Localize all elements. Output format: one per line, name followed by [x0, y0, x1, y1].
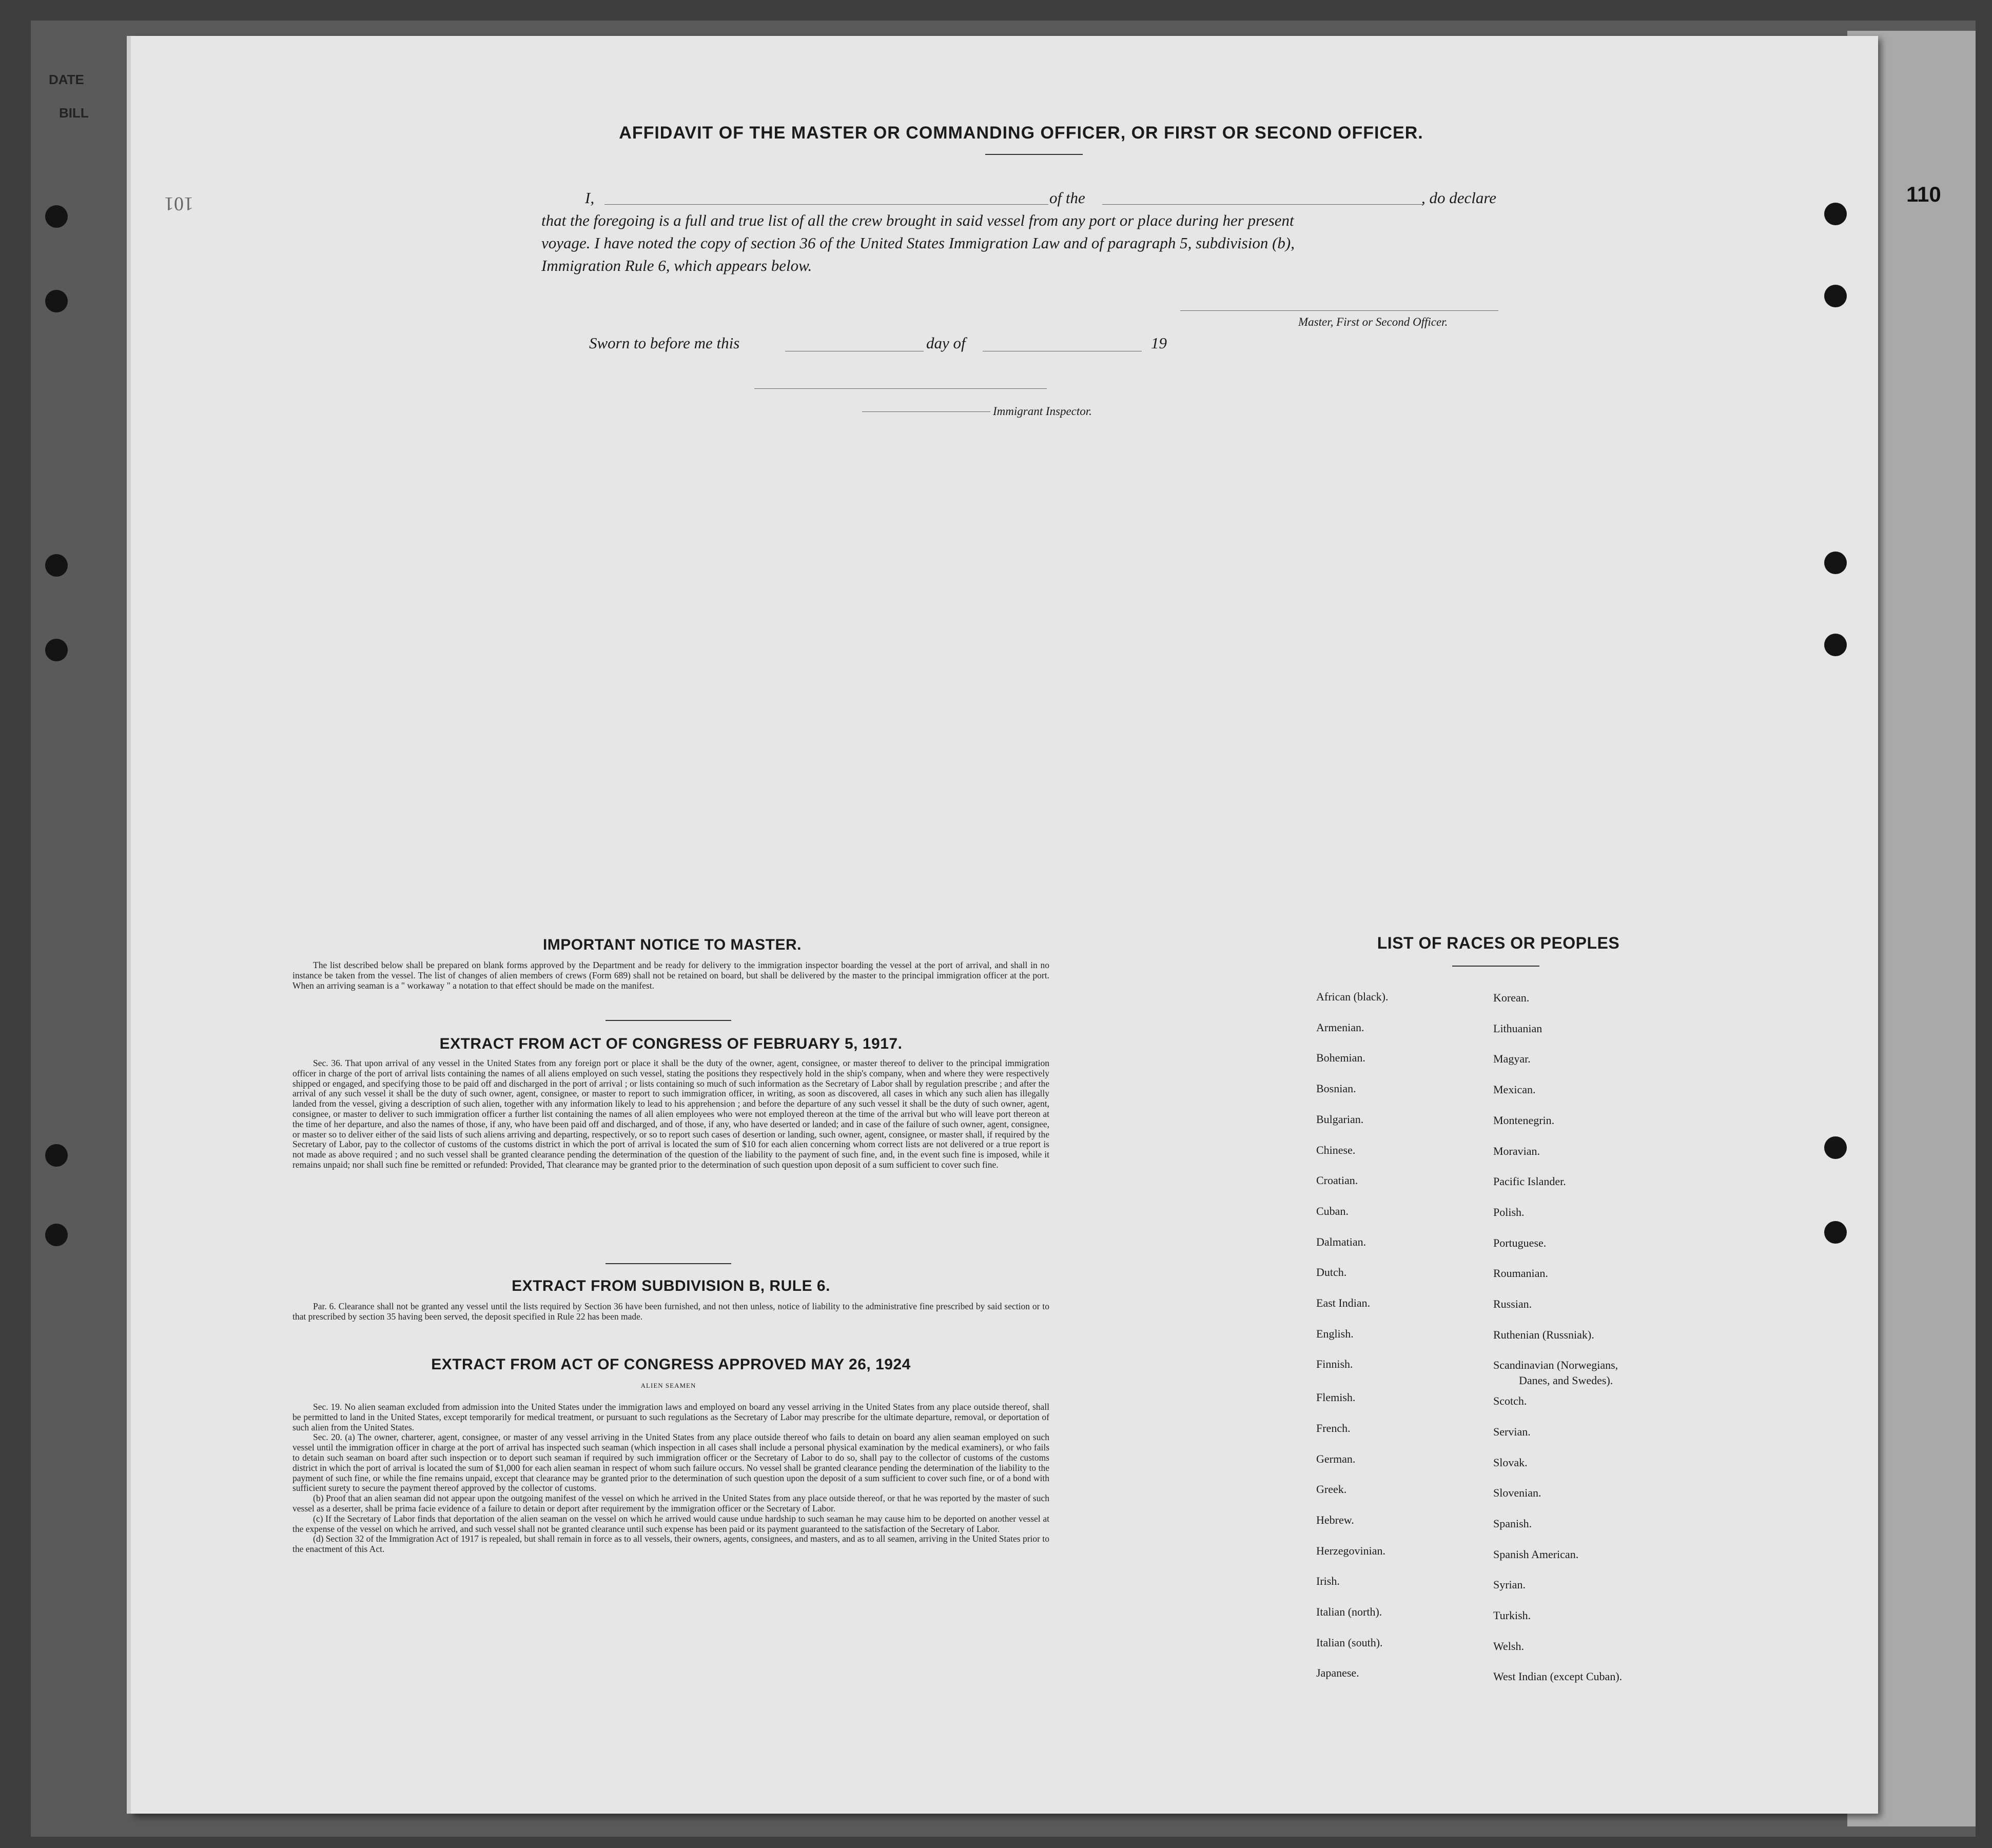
race-item: Servian.	[1493, 1425, 1531, 1438]
binder-hole	[45, 290, 68, 312]
race-item: Greek.	[1316, 1483, 1347, 1496]
race-item: Russian.	[1493, 1297, 1532, 1310]
extract-1917-title: EXTRACT FROM ACT OF CONGRESS OF FEBRUARY 5, 1917.	[439, 1035, 903, 1052]
race-item: Herzegovinian.	[1316, 1544, 1385, 1557]
extract-1924-para: (c) If the Secretary of Labor finds that deportation of the alien seaman on the vessel on which he arrived would cause undue hardship to such seaman he may cause him to be deported on another vessel at the expense of the vessel on which he arrived, and such vessel shall not be granted clearance until such expense has been paid or its payment guaranteed to the satisfaction of the Secretary of Labor.	[292, 1513, 1049, 1534]
race-item: Turkish.	[1493, 1609, 1531, 1622]
race-item: Roumanian.	[1493, 1267, 1548, 1280]
race-item: Japanese.	[1316, 1666, 1359, 1680]
extract-rule6-title: EXTRACT FROM SUBDIVISION B, RULE 6.	[512, 1277, 830, 1294]
affidavit-title: AFFIDAVIT OF THE MASTER OR COMMANDING OFFICER, OR FIRST OR SECOND OFFICER.	[619, 123, 1423, 143]
year-prefix: 19	[1151, 334, 1167, 352]
race-item: West Indian (except Cuban).	[1493, 1670, 1623, 1683]
race-item: Spanish American.	[1493, 1547, 1579, 1561]
extract-1924-para: Sec. 20. (a) The owner, charterer, agent, consignee, or master of any vessel arriving in the United States from any place outside thereof who fails to detain on board any alien seaman employed on such vessel until the immigration officer in charge at the port of arrival has inspected such seaman (which inspection in all cases shall include a personal physical examination by the medical examiners), or who fails to detain such seaman on board after such inspection or to deport such seaman if required by such immigration officer or the Secretary of Labor to do so, shall pay to the collector of customs of the customs district in which the port of arrival is located the sum of $1,000 for each alien seaman in respect of whom such failure occurs. No vessel shall be granted clearance pending the determination of the liability to the payment of such fine, or while the fine remains unpaid, except that clearance may be granted prior to the determination of such question upon the deposit of a sum sufficient to cover such fine, or of a bond with sufficient surety to secure the payment thereof approved by the collector of customs.	[292, 1432, 1049, 1493]
inspector-label: Immigrant Inspector.	[993, 405, 1092, 418]
race-item: Polish.	[1493, 1205, 1525, 1218]
race-item: Spanish.	[1493, 1517, 1532, 1530]
race-item: English.	[1316, 1327, 1354, 1340]
name-blank[interactable]	[604, 204, 1048, 205]
sworn-text: Sworn to before me this	[589, 334, 740, 352]
binder-hole	[45, 554, 68, 577]
notice-body: The list described below shall be prepared on blank forms approved by the Department and be ready for delivery to the immigration inspector boarding the vessel at the port of arrival, and shall in no instance be taken from the vessel. The list of changes of alien members of crews (Form 689) shall not be retained on board, but shall be delivered by the master to the principal immigration officer at the port. When an arriving seaman is a " workaway " a notation to that effect should be made on the manifest.	[292, 960, 1049, 991]
binder-hole	[1824, 552, 1847, 574]
extract-1924-body	[292, 1402, 1049, 1555]
race-item: Cuban.	[1316, 1204, 1349, 1217]
affidavit-line: voyage. I have noted the copy of section 36 of the United States Immigration Law and of paragraph 5, subdivision (b),	[541, 234, 1295, 252]
edge-mark: DATE	[49, 72, 84, 87]
affidavit-line: that the foregoing is a full and true list of all the crew brought in said vessel from any port or place during her present	[541, 211, 1294, 229]
races-title: LIST OF RACES OR PEOPLES	[1377, 934, 1620, 952]
race-item: Korean.	[1493, 991, 1530, 1004]
race-item: Magyar.	[1493, 1052, 1531, 1066]
extract-1917-body: Sec. 36. That upon arrival of any vessel in the United States from any foreign port or place it shall be the duty of the owner, agent, consignee, or master thereof to deliver to the principal immigration officer in charge of the port of arrival lists containing the names of all aliens employed on such vessel, stating the positions they respectively hold in the ship's company, when and where they were respectively shipped or engaged, and specifying those to be paid off and discharged in the port of arrival ; or lists containing so much of such information as the Secretary of Labor shall by regulation prescribe ; and after the arrival of any such vessel it shall be the duty of such owner, agent, consignee, or master to report to such immigration officer, in writing, as soon as discovered, all cases in which any such alien has illegally landed from the vessel, giving a description of such alien, together with any information likely to lead to his apprehension ; and before the departure of any such vessel it shall be the duty of such owner, agent, consignee, or master to deliver to such immigration officer a further list containing the names of all alien employees who were not employed thereon at the time of the arrival but who will leave port thereon at the time of her departure, and also the names of those, if any, who have been paid off and discharged, and of those, if any, who have deserted or landed; and in case of the failure of such owner, agent, consignee, or master so to deliver either of the said lists of such aliens arriving and departing, respectively, or so to report such cases of desertion or landing, such owner, agent, consignee, or master shall, if required by the Secretary of Labor, pay to the collector of customs of the customs district in which the port of arrival is located the sum of $10 for each alien concerning whom correct lists are not delivered or a true report is not made as above required ; and no such vessel shall be granted clearance pending the determination of the question of the liability to the payment of such fine, and, in the event such fine is imposed, while it remains unpaid; nor shall such fine be remitted or refunded: Provided, That clearance may be granted prior to the determination of such question upon deposit of a sum sufficient to cover such fine.	[292, 1058, 1049, 1170]
race-item: Dutch.	[1316, 1266, 1347, 1279]
binder-hole	[1824, 634, 1847, 656]
race-item: Flemish.	[1316, 1391, 1356, 1404]
race-item: East Indian.	[1316, 1296, 1371, 1309]
extract-1924-title: EXTRACT FROM ACT OF CONGRESS APPROVED MAY 26, 1924	[431, 1356, 911, 1373]
binder-hole	[1824, 1221, 1847, 1244]
affidavit-line: Immigration Rule 6, which appears below.	[541, 257, 812, 274]
race-item: Croatian.	[1316, 1174, 1358, 1187]
race-item: Lithuanian	[1493, 1021, 1542, 1035]
race-item: Ruthenian (Russniak).	[1493, 1328, 1594, 1341]
binder-hole	[45, 639, 68, 661]
binder-hole	[1824, 285, 1847, 307]
signature-line[interactable]	[1180, 310, 1498, 311]
extract-1924-para: (d) Section 32 of the Immigration Act of 1917 is repealed, but shall remain in force as to all vessels, their owners, agents, consignees, and masters, and as to all seamen, arriving in the United States prior to the enactment of this Act.	[292, 1534, 1049, 1555]
race-item: Italian (south).	[1316, 1636, 1383, 1649]
vessel-blank[interactable]	[1102, 204, 1423, 205]
binder-hole	[45, 1144, 68, 1167]
race-item: Bohemian.	[1316, 1051, 1365, 1065]
binder-hole	[1824, 203, 1847, 225]
inspector-line[interactable]	[754, 388, 1047, 389]
race-item: Scandinavian (Norwegians,	[1493, 1359, 1618, 1372]
signature-label: Master, First or Second Officer.	[1298, 316, 1448, 328]
race-item: Slovenian.	[1493, 1486, 1541, 1500]
race-item: Moravian.	[1493, 1144, 1540, 1157]
race-item: Pacific Islander.	[1493, 1175, 1566, 1188]
race-item: Chinese.	[1316, 1143, 1356, 1156]
race-item: Syrian.	[1493, 1578, 1526, 1591]
affidavit-do-declare: , do declare	[1421, 189, 1497, 207]
race-item: Mexican.	[1493, 1083, 1536, 1096]
race-item: Danes, and Swedes).	[1519, 1374, 1613, 1387]
section-divider	[606, 1020, 731, 1021]
alien-seamen-subtitle: ALIEN SEAMEN	[640, 1382, 696, 1389]
race-item: Irish.	[1316, 1575, 1340, 1588]
race-item: Montenegrin.	[1493, 1113, 1555, 1127]
race-item: German.	[1316, 1452, 1356, 1465]
page-number: 110	[1906, 182, 1941, 206]
races-divider	[1452, 966, 1539, 967]
race-item: Slovak.	[1493, 1456, 1528, 1469]
affidavit-i: I,	[585, 189, 595, 207]
title-divider	[985, 154, 1083, 155]
binder-hole	[1824, 1136, 1847, 1159]
stray-number: 101	[164, 193, 193, 214]
section-divider	[606, 1263, 731, 1264]
extract-1924-para: Sec. 19. No alien seaman excluded from admission into the United States under the immigration laws and employed on board any vessel arriving in the United States from any place outside thereof, shall be permitted to land in the United States, except temporarily for medical treatment, or pursuant to such regulations as the Secretary of Labor may prescribe for the ultimate departure, removal, or deportation of such alien from the United States.	[292, 1402, 1049, 1432]
race-item: Italian (north).	[1316, 1605, 1382, 1618]
race-item: Finnish.	[1316, 1358, 1353, 1371]
binder-hole	[45, 205, 68, 228]
notice-title: IMPORTANT NOTICE TO MASTER.	[542, 936, 802, 953]
binder-hole	[45, 1224, 68, 1246]
race-item: Hebrew.	[1316, 1513, 1354, 1526]
edge-mark: BILL	[59, 105, 89, 121]
race-item: Bosnian.	[1316, 1082, 1356, 1095]
race-item: Armenian.	[1316, 1020, 1364, 1034]
race-item: Scotch.	[1493, 1394, 1527, 1408]
extract-1924-para: (b) Proof that an alien seaman did not appear upon the outgoing manifest of the vessel on which he arrived in the United States from any place outside thereof, or that he was reported by the master of such vessel as a deserter, shall be prima facie evidence of a failure to detain or deport after requirement by the immigration officer or the Secretary of Labor.	[292, 1493, 1049, 1513]
race-item: French.	[1316, 1421, 1351, 1434]
inspector-line-short	[862, 411, 990, 412]
race-item: Bulgarian.	[1316, 1112, 1364, 1126]
extract-rule6-body: Par. 6. Clearance shall not be granted any vessel until the lists required by Section 36 have been furnished, and not then unless, notice of liability to the administrative fine prescribed by said section or to that prescribed by section 35 having been served, the deposit specified in Rule 22 has been made.	[292, 1301, 1049, 1322]
affidavit-of-the: of the	[1049, 189, 1085, 207]
race-item: Dalmatian.	[1316, 1235, 1366, 1248]
race-item: Welsh.	[1493, 1639, 1524, 1653]
race-item: Portuguese.	[1493, 1236, 1547, 1249]
day-of-text: day of	[926, 334, 966, 352]
race-item: African (black).	[1316, 990, 1389, 1003]
